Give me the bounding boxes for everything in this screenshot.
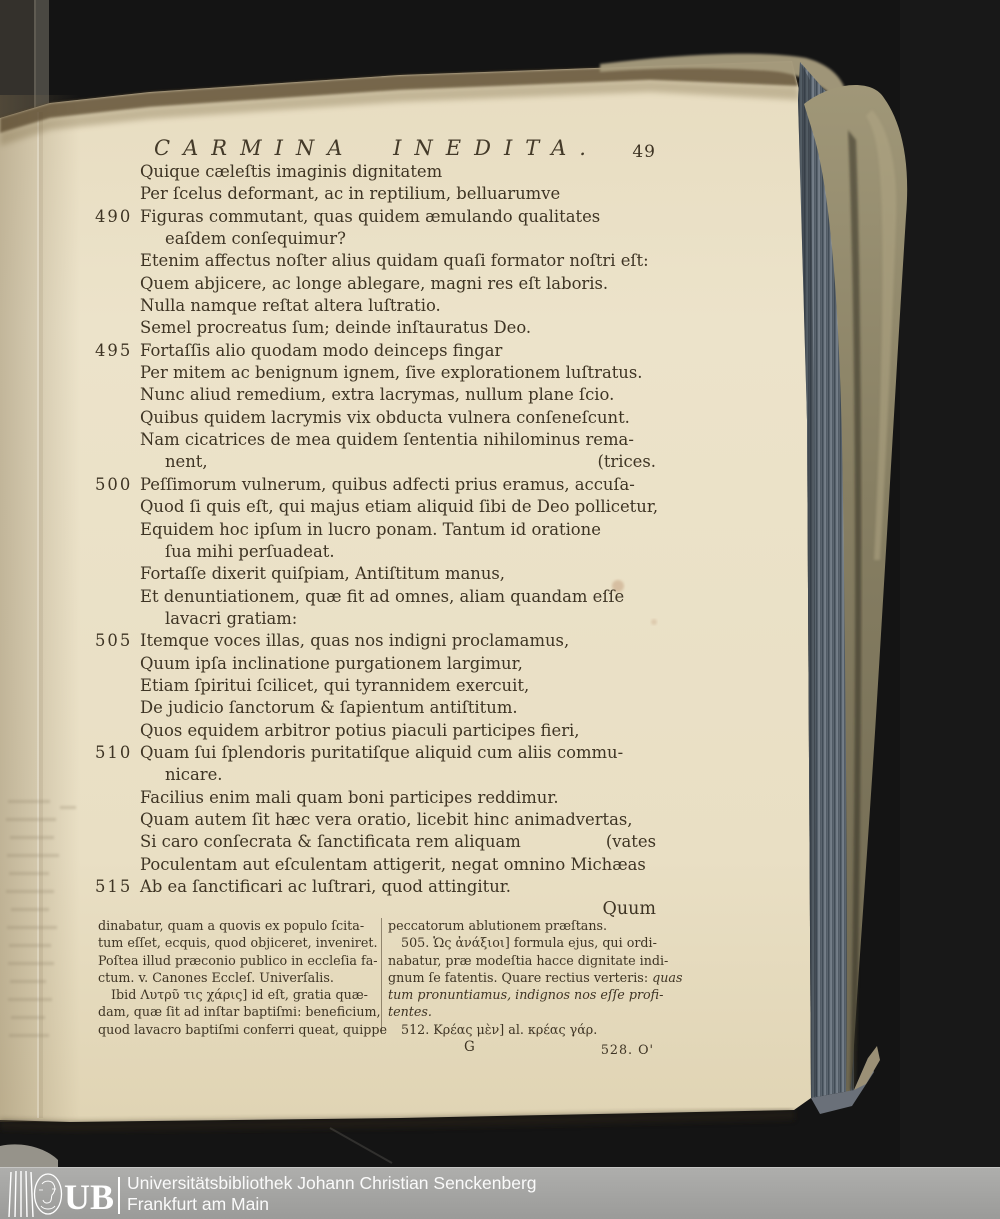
poem-line: Per mitem ac benignum ignem, ſive explorationem luſtratus. [140, 363, 643, 383]
poem-line: Quum ipſa inclinatione purgationem largimur, [140, 653, 523, 673]
footnote-line: 505. Ὡς ἀνάξιοι] formula ejus, qui ordi- [401, 935, 657, 951]
footnote-line: tentes. [388, 1004, 432, 1020]
library-name-line1: Universitätsbibliothek Johann Christian Senckenberg [127, 1173, 537, 1193]
footnote-footer [388, 1038, 660, 1058]
poem-text-block [95, 161, 658, 921]
footnote-line: Poſtea illud præconio publico in eccleſia fa- [98, 952, 378, 968]
poem-line: nent, (trices. [95, 451, 658, 473]
poem-line: Semel procreatus ſum; deinde inſtauratus Deo. [140, 318, 532, 338]
poem-line: Nunc aliud remedium, extra lacrymas, nullum plane ſcio. [140, 385, 615, 405]
footnote-column-left [98, 917, 388, 1038]
ub-monogram: UB [64, 1177, 115, 1217]
poem-line: ſua mihi perſuadeat. [165, 541, 335, 561]
poem-line: Per ſcelus deformant, ac in reptilium, belluarumve [140, 184, 561, 204]
footnote-column-divider [381, 918, 382, 1034]
poem-line: Nulla namque reſtat altera luſtratio. [140, 296, 441, 316]
verse-number: 510 [95, 742, 133, 762]
poem-line: 500 Peſſimorum vulnerum, quibus adfecti prius eramus, accuſa- [95, 474, 658, 496]
poem-line: Si caro conſecrata & ſanctificata rem aliquam (vates [95, 831, 658, 853]
poem-line: Quem abjicere, ac longe ablegare, magni res eſt laboris. [140, 273, 609, 293]
poem-line: Poculentam aut eſculentam attigerit, negat omnino Michæas [140, 854, 646, 874]
library-banner [0, 1167, 1000, 1219]
poem-line: Et denuntiationem, quæ fit ad omnes, aliam quandam eſſe [140, 586, 625, 606]
poem-line: 490 Figuras commutant, quas quidem æmulando qualitates [95, 206, 658, 228]
footnote-line: peccatorum ablutionem præſtans. [388, 918, 608, 933]
poem-line: 495 Fortaſſis alio quodam modo deinceps fingar [95, 340, 658, 362]
footnote-line: dinabatur, quam a quovis ex populo ſcita- [98, 918, 365, 933]
footnote-line: ctum. v. Canones Eccleſ. Univerſalis. [98, 969, 334, 985]
poem-line: lavacri gratiam: [165, 608, 298, 628]
poem-line: Etiam ſpiritui ſcilicet, qui tyrannidem exercuit, [140, 675, 530, 695]
footnote-line: 512. Κρέας μὲν] al. κρέας γάρ. [401, 1021, 598, 1037]
footnote-line: tum eſſet, ecquis, quod objiceret, inveniret. [98, 935, 378, 951]
footnote-line: tum pronuntiamus, indignos nos eſſe profi- [388, 987, 664, 1003]
poem-line: De judicio ſanctorum & ſapientum antiſtitum. [140, 698, 518, 718]
footnote-line: quod lavacro baptiſmi conferri queat, quippe [98, 1021, 388, 1037]
footnote-column-right [388, 917, 683, 1058]
poem-line: nicare. [165, 765, 223, 785]
running-head [95, 136, 658, 162]
footnote-line: Ibid Λυτρῦ τις χάρις] id eſt, gratia quæ- [111, 987, 368, 1003]
page-number: 49 [632, 142, 656, 162]
poem-line: 510 Quam ſui ſplendoris puritatiſque aliquid cum aliis commu- [95, 742, 658, 764]
poem-line: 515 Ab ea ſanctificari ac luſtrari, quod attingitur. [95, 876, 658, 898]
poem-line: Fortaſſe dixerit quiſpiam, Antiſtitum manus, [140, 564, 506, 584]
footnote-line: gnum ſe fatentis. Quare rectius verteris: quas [388, 969, 683, 985]
poem-line: Quibus quidem lacrymis vix obducta vulnera conſeneſcunt. [140, 407, 630, 427]
poem-line: Quod ſi quis eſt, qui majus etiam aliquid ſibi de Deo pollicetur, [140, 497, 659, 517]
verse-number: 515 [95, 877, 133, 896]
poem-line: eaſdem conſequimur? [165, 229, 346, 249]
poem-line: Quique cæleſtis imaginis dignitatem [140, 162, 443, 181]
footnote-line: nabatur, præ modeſtia hacce dignitate indi- [388, 952, 669, 968]
footnote-line: dam, quæ ſit ad inſtar baptiſmi: beneficium, [98, 1004, 381, 1020]
poem-line: Nam cicatrices de mea quidem ſententia nihilominus rema- [140, 430, 634, 450]
catchword: Quum [602, 899, 656, 920]
signature-mark: G [464, 1039, 475, 1056]
turnover-word: (trices. [597, 452, 656, 472]
poem-line: Facilius enim mali quam boni participes reddimur. [140, 787, 559, 807]
library-logo [6, 1168, 124, 1219]
goethe-portrait-icon [35, 1174, 62, 1214]
verse-number: 490 [95, 206, 133, 226]
turnover-word: (vates [605, 832, 656, 852]
library-name-line2: Frankfurt am Main [127, 1194, 269, 1214]
page-title: CARMINA INEDITA. [154, 136, 599, 160]
verse-number: 500 [95, 474, 133, 494]
book-spines-icon [9, 1171, 33, 1217]
poem-line: Quam autem ſit hæc vera oratio, licebit hinc animadvertas, [140, 809, 633, 829]
footer-right-note: 528. O' [600, 1042, 654, 1058]
library-name [127, 1173, 537, 1215]
poem-line: Equidem hoc ipſum in lucro ponam. Tantum id oratione [140, 519, 601, 539]
poem-line: Etenim affectus noſter alius quidam quaſi formator noſtri eſt: [140, 251, 649, 271]
poem-line: 505 Itemque voces illas, quas nos indigni proclamamus, [95, 630, 658, 652]
verse-number: 495 [95, 340, 133, 360]
verse-number: 505 [95, 631, 133, 651]
poem-line: Quos equidem arbitror potius piaculi participes fieri, [140, 720, 580, 740]
